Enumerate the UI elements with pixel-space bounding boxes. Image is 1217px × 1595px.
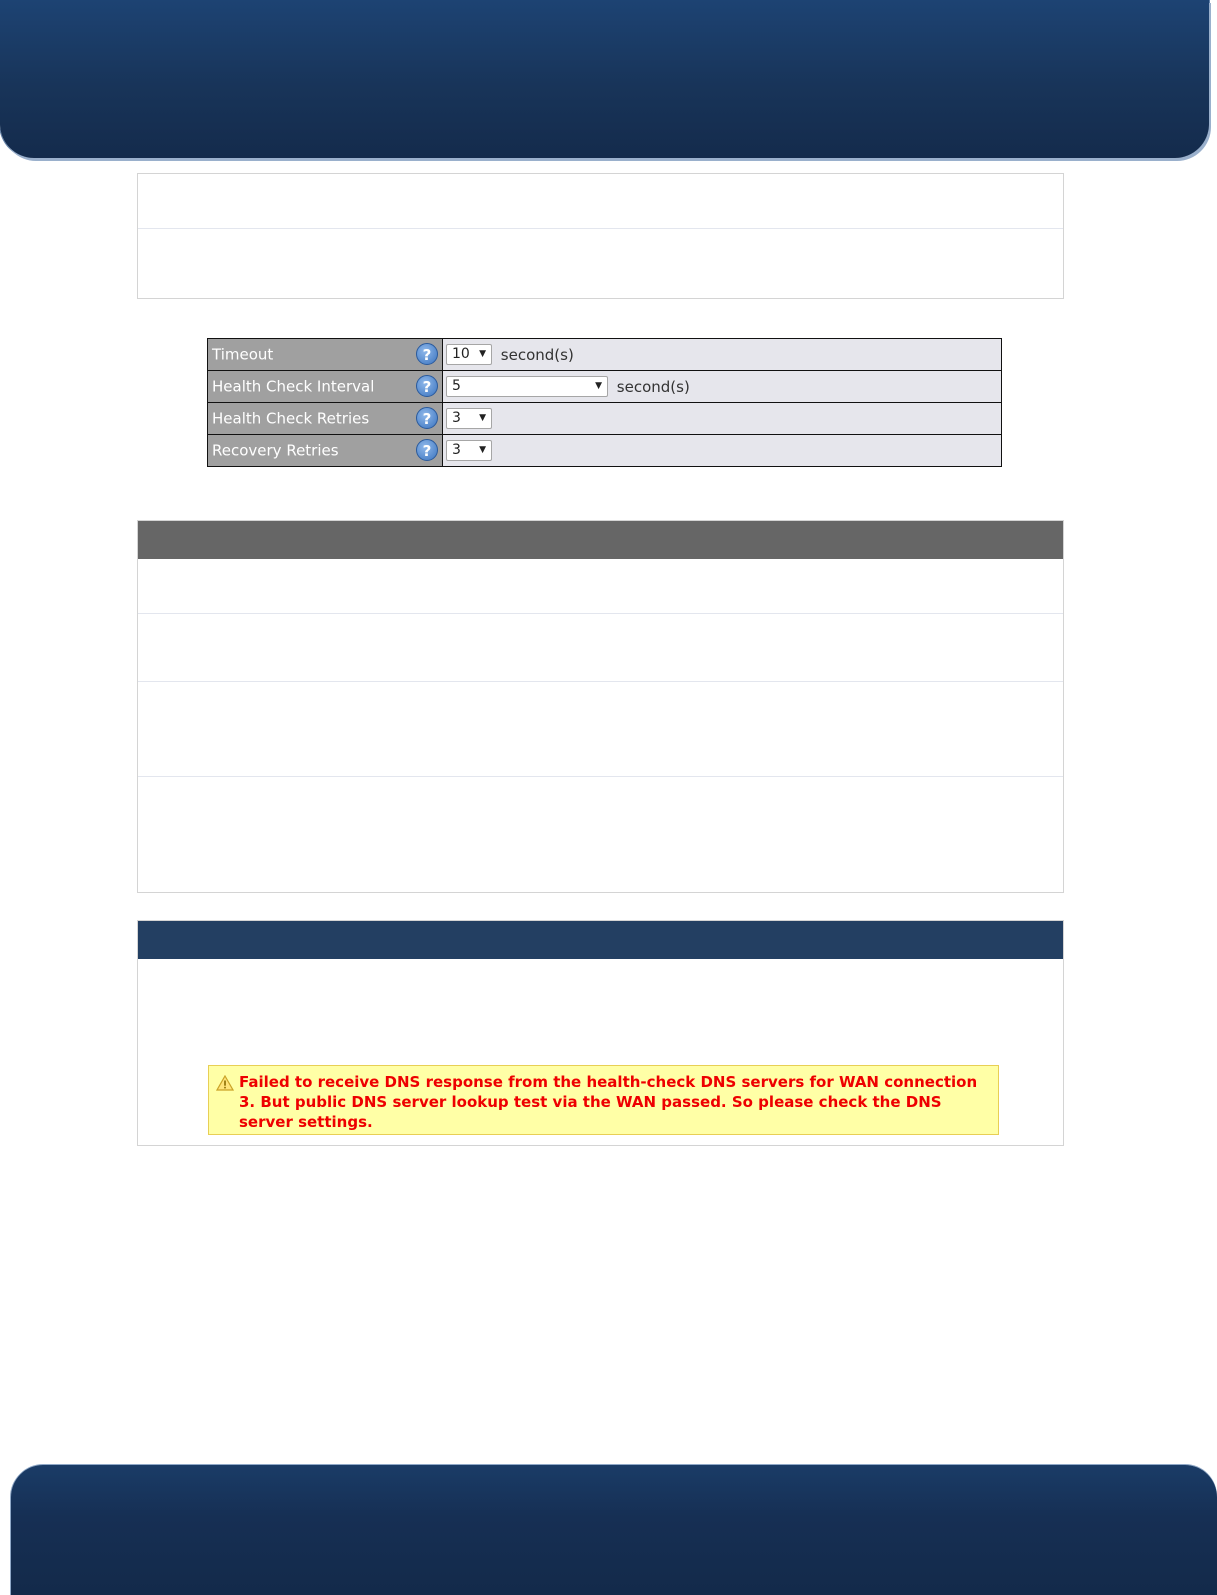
health-check-settings-table [207,338,1002,467]
footer-banner [11,1465,1217,1595]
panel-row [138,174,1063,229]
help-icon[interactable]: ? [416,343,438,365]
help-icon[interactable]: ? [416,407,438,429]
select-value: 3 [452,442,461,458]
setting-row-timeout [208,339,1002,371]
warning-icon [216,1075,234,1096]
setting-label-cell [208,371,443,403]
dns-warning-alert [208,1065,999,1135]
panel-header [138,921,1063,959]
select-value: 5 [452,378,461,394]
setting-value-cell [443,435,1002,467]
select-value: 3 [452,410,461,426]
select-value: 10 [452,346,470,362]
recovery-retries-select[interactable] [446,440,492,461]
setting-label: Timeout [212,345,274,364]
setting-row-recovery-retries [208,435,1002,467]
setting-label-cell [208,339,443,371]
panel-row [138,682,1063,777]
setting-label: Recovery Retries [212,441,339,460]
panel-row [138,614,1063,682]
header-banner [0,0,1209,158]
help-icon[interactable]: ? [416,375,438,397]
chevron-down-icon: ▼ [595,381,602,391]
middle-panel [137,520,1064,893]
warning-message: Failed to receive DNS response from the health-check DNS servers for WAN connection 3. But public DNS server lookup test via the WAN passed. So please check the DNS server settings. [239,1073,978,1131]
setting-row-health-check-retries [208,403,1002,435]
top-panel [137,173,1064,299]
chevron-down-icon: ▼ [479,349,486,359]
chevron-down-icon: ▼ [479,413,486,423]
panel-row [138,777,1063,893]
panel-row [138,559,1063,614]
setting-value-cell [443,339,1002,371]
setting-label: Health Check Interval [212,377,375,396]
setting-label: Health Check Retries [212,409,370,428]
setting-label-cell [208,403,443,435]
help-icon[interactable]: ? [416,439,438,461]
health-check-retries-select[interactable] [446,408,492,429]
panel-header [138,521,1063,559]
setting-value-cell [443,403,1002,435]
timeout-select[interactable] [446,344,492,365]
setting-value-cell [443,371,1002,403]
unit-label: second(s) [500,345,574,364]
setting-label-cell [208,435,443,467]
chevron-down-icon: ▼ [479,445,486,455]
unit-label: second(s) [616,377,690,396]
setting-row-health-check-interval [208,371,1002,403]
health-check-interval-select[interactable] [446,376,608,397]
panel-row [138,229,1063,299]
